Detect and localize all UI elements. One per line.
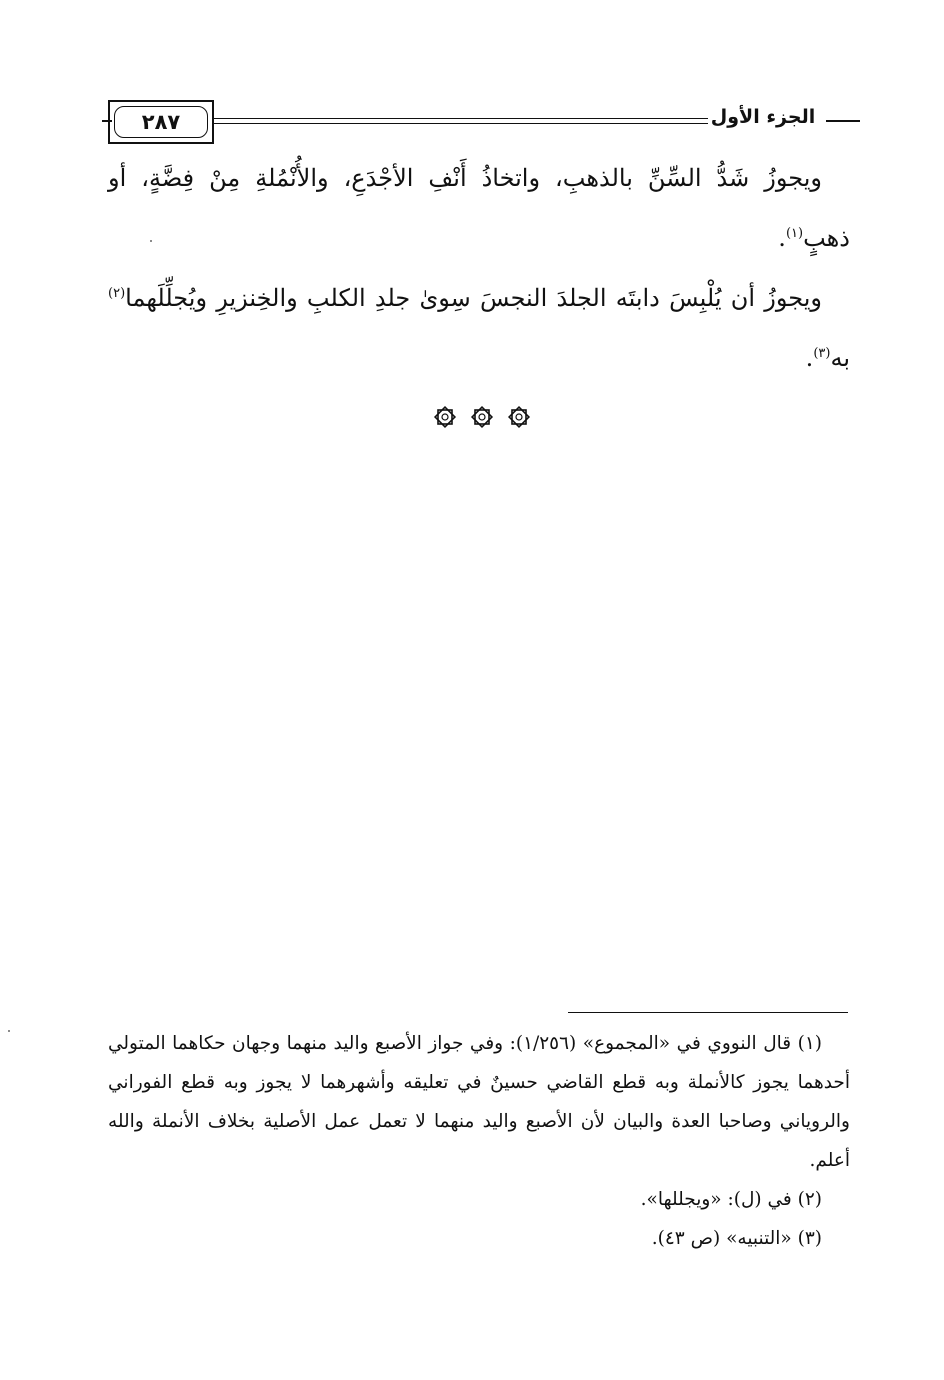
paragraph-1-end: .: [778, 224, 786, 252]
footnote-separator: [568, 1012, 848, 1013]
paragraph-2-end: .: [805, 344, 814, 372]
eight-point-star-icon: [506, 404, 532, 430]
paragraph-2-text: ويجوزُ أن يُلْبِسَ دابتَه الجلدَ النجسَ سِوىٰ جلدِ الكلبِ والخِنزيرِ ويُجلِّلَهما: [125, 284, 822, 312]
main-text: [108, 148, 850, 388]
eight-point-star-icon: [469, 404, 495, 430]
footnote-1: (١) قال النووي في «المجموع» (١/٢٥٦): وفي جواز الأصبع واليد منهما وجهان حكاهما المتولي أحدهما يجوز كالأنملة وبه قطع القاضي حسينٌ في تعليقه وأشهرهما لا يجوز وبه قطع الفوراني والروياني وصاحبا العدة والبيان لأن الأصبع واليد منهما لا تعمل عمل الأصلية بخلاف الأنملة والله أعلم.: [108, 1033, 850, 1171]
paragraph-1: [108, 148, 850, 268]
footnote-ref-3[interactable]: (٣): [813, 346, 831, 361]
footnote-ref-1[interactable]: (١): [785, 226, 804, 241]
section-end-ornament: [432, 402, 532, 432]
paragraph-1-text: ويجوزُ شَدُّ السِّنِّ بالذهبِ، واتخاذُ أَنْفِ الأجْدَعِ، والأُنْمُلةِ مِنْ فِضَّةٍ، أو ذهبٍ: [108, 164, 850, 252]
paragraph-2-middle: به: [830, 344, 850, 372]
footnote-3: (٣) «التنبيه» (ص ٤٣).: [651, 1228, 822, 1249]
footnote-2: (٢) في (ل): «ويجللها».: [640, 1189, 822, 1210]
footnote-ref-2[interactable]: (٢): [108, 286, 126, 301]
header-rule-right: [826, 120, 860, 122]
running-head: الجزء الأول: [708, 106, 818, 128]
scan-speck: [150, 240, 152, 242]
footnotes: [108, 1024, 850, 1258]
page-header: [108, 98, 854, 148]
scan-speck: [8, 1030, 10, 1032]
header-double-rule: [214, 118, 786, 124]
page-number: ٢٨٧: [114, 106, 208, 138]
page-number-box: [108, 100, 214, 144]
eight-point-star-icon: [432, 404, 458, 430]
paragraph-2: [108, 268, 850, 388]
